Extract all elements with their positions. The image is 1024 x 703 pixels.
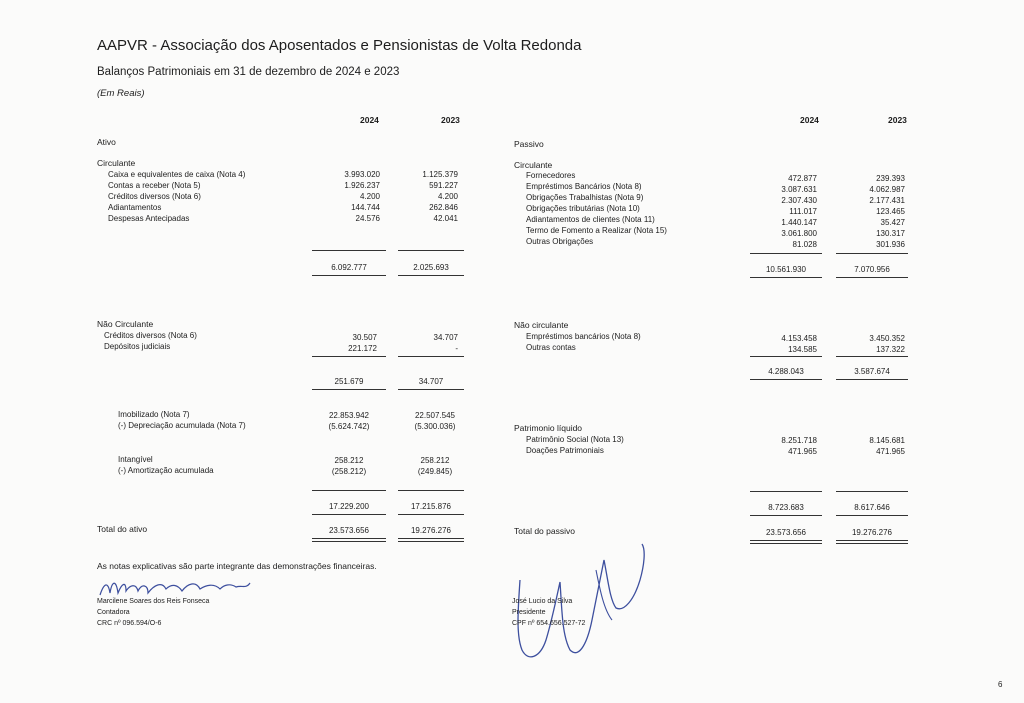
- divider: [836, 277, 908, 278]
- list-item-value-2023: 471.965: [876, 447, 905, 456]
- list-item-value-2023: 130.317: [876, 229, 905, 238]
- list-item-label: Empréstimos Bancários (Nota 8): [526, 182, 642, 191]
- divider: [836, 491, 908, 492]
- list-item-value-2024: 3.993.020: [344, 170, 380, 179]
- document-subtitle: Balanços Patrimoniais em 31 de dezembro de 2024 e 2023: [97, 66, 400, 78]
- divider: [398, 389, 464, 390]
- list-item-value-2024: 472.877: [788, 174, 817, 183]
- ativo-permanente-total-2024: 17.229.200: [328, 502, 370, 511]
- list-item-label: Doações Patrimoniais: [526, 446, 604, 455]
- double-underline: [750, 540, 822, 544]
- list-item-value-2023: 34.707: [433, 333, 458, 342]
- list-item-value-2023: -: [455, 344, 458, 353]
- list-item-label: Obrigações tributárias (Nota 10): [526, 204, 640, 213]
- total-ativo-label: Total do ativo: [97, 524, 148, 534]
- passivo-circulante-heading: Circulante: [514, 160, 553, 170]
- divider: [836, 379, 908, 380]
- double-underline: [398, 538, 464, 542]
- list-item-label: Outras Obrigações: [526, 237, 594, 246]
- divider: [836, 515, 908, 516]
- ativo-circulante-total-2024: 6.092.777: [331, 263, 367, 272]
- list-item-value-2023: (5.300.036): [414, 422, 456, 431]
- divider: [312, 490, 386, 491]
- list-item-value-2024: (5.624.742): [328, 422, 370, 431]
- list-item-label: Fornecedores: [526, 171, 576, 180]
- ativo-nao-circulante-total-2023: 34.707: [418, 377, 444, 386]
- passivo-year-2024: 2024: [800, 115, 819, 125]
- ativo-heading: Ativo: [97, 137, 116, 147]
- ativo-year-2024: 2024: [360, 115, 379, 125]
- total-ativo-2024: 23.573.656: [328, 526, 370, 535]
- list-item-value-2023: (249.845): [417, 467, 453, 476]
- list-item-value-2024: 30.507: [352, 333, 377, 342]
- list-item-value-2024: 471.965: [788, 447, 817, 456]
- list-item-value-2024: 8.251.718: [781, 436, 817, 445]
- document-title: AAPVR - Associação dos Aposentados e Pensionistas de Volta Redonda: [97, 37, 582, 54]
- list-item-label: Intangível: [118, 455, 153, 464]
- divider: [312, 514, 386, 515]
- divider: [398, 250, 464, 251]
- list-item-value-2023: 258.212: [420, 456, 450, 465]
- list-item-value-2023: 239.393: [876, 174, 905, 183]
- signatory-left-name: Marcilene Soares dos Reis Fonseca: [97, 598, 210, 605]
- list-item-value-2023: 262.846: [429, 203, 458, 212]
- divider: [312, 275, 386, 276]
- list-item-value-2023: 3.450.352: [869, 334, 905, 343]
- list-item-value-2024: 111.017: [789, 207, 817, 216]
- list-item-label: (-) Amortização acumulada: [118, 466, 214, 475]
- ativo-nao-circulante-heading: Não Circulante: [97, 319, 154, 329]
- total-passivo-2024: 23.573.656: [765, 528, 807, 537]
- divider: [836, 356, 908, 357]
- list-item-label: Créditos diversos (Nota 6): [104, 331, 197, 340]
- divider: [750, 515, 822, 516]
- list-item-value-2023: 301.936: [876, 240, 905, 249]
- divider: [398, 514, 464, 515]
- patrimonio-liquido-total-2023: 8.617.646: [854, 503, 890, 512]
- list-item-value-2023: 123.465: [876, 207, 905, 216]
- list-item-label: Adiantamentos: [108, 203, 162, 212]
- list-item-value-2024: 3.087.631: [781, 185, 817, 194]
- page-number: 6: [998, 680, 1003, 689]
- passivo-nao-circulante-heading: Não circulante: [514, 320, 569, 330]
- list-item-value-2024: 144.744: [351, 203, 380, 212]
- list-item-value-2023: 1.125.379: [422, 170, 458, 179]
- list-item-label: Despesas Antecipadas: [108, 214, 190, 223]
- ativo-circulante-heading: Circulante: [97, 158, 136, 168]
- list-item-value-2023: 137.322: [876, 345, 905, 354]
- list-item-label: Adiantamentos de clientes (Nota 11): [526, 215, 655, 224]
- passivo-nao-circulante-total-2024: 4.288.043: [768, 367, 804, 376]
- divider: [750, 491, 822, 492]
- divider: [398, 275, 464, 276]
- divider: [750, 356, 822, 357]
- passivo-circulante-total-2024: 10.561.930: [765, 265, 807, 274]
- units-note: (Em Reais): [97, 88, 145, 99]
- ativo-permanente-total-2023: 17.215.876: [410, 502, 452, 511]
- signatory-right-name: José Lucio da Silva: [512, 598, 573, 605]
- divider: [750, 277, 822, 278]
- list-item-value-2023: 35.427: [880, 218, 905, 227]
- list-item-value-2024: 24.576: [355, 214, 380, 223]
- list-item-value-2023: 591.227: [429, 181, 458, 190]
- list-item-value-2024: 81.028: [792, 240, 817, 249]
- list-item-value-2024: 221.172: [348, 344, 377, 353]
- list-item-value-2023: 2.177.431: [869, 196, 905, 205]
- list-item-label: Imobilizado (Nota 7): [118, 410, 190, 419]
- passivo-nao-circulante-total-2023: 3.587.674: [854, 367, 890, 376]
- signature-left: [96, 573, 256, 601]
- list-item-label: Outras contas: [526, 343, 576, 352]
- list-item-value-2024: 134.585: [788, 345, 817, 354]
- passivo-circulante-total-2023: 7.070.956: [854, 265, 890, 274]
- ativo-nao-circulante-total-2024: 251.679: [334, 377, 364, 386]
- list-item-label: Depósitos judiciais: [104, 342, 171, 351]
- list-item-label: Patrimônio Social (Nota 13): [526, 435, 624, 444]
- list-item-label: Contas a receber (Nota 5): [108, 181, 201, 190]
- list-item-value-2024: 4.200: [359, 192, 380, 201]
- list-item-value-2024: 3.061.800: [781, 229, 817, 238]
- list-item-value-2023: 4.062.987: [869, 185, 905, 194]
- list-item-value-2024: 2.307.430: [781, 196, 817, 205]
- patrimonio-liquido-total-2024: 8.723.683: [768, 503, 804, 512]
- divider: [398, 490, 464, 491]
- ativo-year-2023: 2023: [441, 115, 460, 125]
- passivo-heading: Passivo: [514, 139, 544, 149]
- divider: [750, 379, 822, 380]
- list-item-value-2023: 4.200: [437, 192, 458, 201]
- list-item-label: (-) Depreciação acumulada (Nota 7): [118, 421, 246, 430]
- list-item-value-2024: 1.440.147: [781, 218, 817, 227]
- list-item-value-2024: 258.212: [334, 456, 364, 465]
- signatory-left-id: CRC nº 096.594/O-6: [97, 620, 162, 627]
- divider: [398, 356, 464, 357]
- divider: [750, 253, 822, 254]
- list-item-value-2023: 8.145.681: [869, 436, 905, 445]
- double-underline: [836, 540, 908, 544]
- explanatory-note: As notas explicativas são parte integrante das demonstrações financeiras.: [97, 561, 377, 571]
- divider: [836, 253, 908, 254]
- divider: [312, 356, 386, 357]
- list-item-value-2024: (258.212): [331, 467, 367, 476]
- signatory-left-role: Contadora: [97, 609, 130, 616]
- divider: [312, 389, 386, 390]
- list-item-label: Obrigações Trabalhistas (Nota 9): [526, 193, 644, 202]
- double-underline: [312, 538, 386, 542]
- list-item-value-2023: 42.041: [433, 214, 458, 223]
- total-passivo-label: Total do passivo: [514, 526, 575, 536]
- list-item-label: Empréstimos bancários (Nota 8): [526, 332, 641, 341]
- signatory-right-id: CPF nº 654.656.527-72: [512, 620, 586, 627]
- total-passivo-2023: 19.276.276: [851, 528, 893, 537]
- list-item-label: Termo de Fomento a Realizar (Nota 15): [526, 226, 667, 235]
- total-ativo-2023: 19.276.276: [410, 526, 452, 535]
- patrimonio-liquido-heading: Patrimonio líquido: [514, 423, 583, 433]
- passivo-year-2023: 2023: [888, 115, 907, 125]
- list-item-label: Créditos diversos (Nota 6): [108, 192, 201, 201]
- ativo-circulante-total-2023: 2.025.693: [413, 263, 449, 272]
- list-item-value-2024: 22.853.942: [328, 411, 370, 420]
- list-item-value-2023: 22.507.545: [414, 411, 456, 420]
- list-item-label: Caixa e equivalentes de caixa (Nota 4): [108, 170, 246, 179]
- list-item-value-2024: 1.926.237: [344, 181, 380, 190]
- signatory-right-role: Presidente: [512, 609, 546, 616]
- divider: [312, 250, 386, 251]
- list-item-value-2024: 4.153.458: [781, 334, 817, 343]
